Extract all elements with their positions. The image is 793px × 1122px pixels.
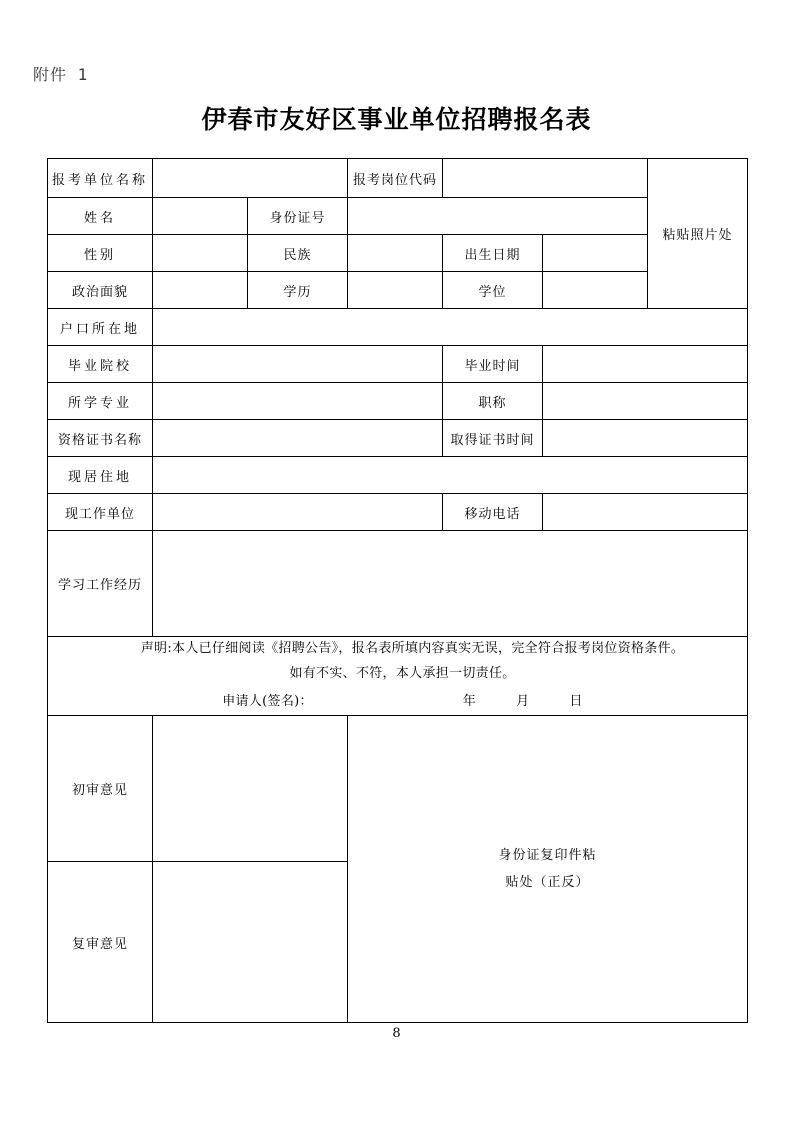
page-title: 伊春市友好区事业单位招聘报名表 xyxy=(201,105,592,134)
table-row xyxy=(48,383,748,420)
attachment-label: 附件 1 xyxy=(33,65,89,84)
field-graduate-time[interactable] xyxy=(543,346,748,383)
id-copy-line-1: 身份证复印件粘 xyxy=(498,847,597,863)
label-apply-unit-name: 报考单位名称 xyxy=(48,159,153,198)
table-row xyxy=(48,457,748,494)
label-first-review-opinion: 初审意见 xyxy=(48,716,153,862)
signature-day[interactable]: 日 xyxy=(569,694,583,710)
field-certificate-time[interactable] xyxy=(543,420,748,457)
field-first-review-opinion[interactable] xyxy=(153,716,348,862)
label-major: 所学专业 xyxy=(48,383,153,420)
registration-form-table xyxy=(47,158,748,1023)
field-household-location[interactable] xyxy=(153,309,748,346)
photo-paste-area[interactable]: 粘贴照片处 xyxy=(648,159,748,309)
field-current-address[interactable] xyxy=(153,457,748,494)
signature-month[interactable]: 月 xyxy=(516,694,530,710)
label-title-rank: 职称 xyxy=(443,383,543,420)
table-row xyxy=(48,716,748,862)
table-row xyxy=(48,637,748,716)
field-id-number[interactable] xyxy=(348,198,648,235)
field-major[interactable] xyxy=(153,383,443,420)
label-certificate-time: 取得证书时间 xyxy=(443,420,543,457)
label-current-work-unit: 现工作单位 xyxy=(48,494,153,531)
field-apply-unit-name[interactable] xyxy=(153,159,348,198)
table-row xyxy=(48,235,748,272)
field-study-work-experience[interactable] xyxy=(153,531,748,637)
table-row xyxy=(48,272,748,309)
field-title-rank[interactable] xyxy=(543,383,748,420)
field-certificate-name[interactable] xyxy=(153,420,443,457)
label-id-number: 身份证号 xyxy=(248,198,348,235)
label-graduate-time: 毕业时间 xyxy=(443,346,543,383)
label-current-address: 现居住地 xyxy=(48,457,153,494)
declaration-line-2: 如有不实、不符，本人承担一切责任。 xyxy=(289,665,516,681)
label-name: 姓名 xyxy=(48,198,153,235)
label-certificate-name: 资格证书名称 xyxy=(48,420,153,457)
signature-label: 申请人(签名)： xyxy=(222,694,313,710)
field-political-status[interactable] xyxy=(153,272,248,309)
label-second-review-opinion: 复审意见 xyxy=(48,862,153,1023)
field-second-review-opinion[interactable] xyxy=(153,862,348,1023)
field-current-work-unit[interactable] xyxy=(153,494,443,531)
label-mobile-phone: 移动电话 xyxy=(443,494,543,531)
field-graduate-school[interactable] xyxy=(153,346,443,383)
declaration-signature-row xyxy=(52,686,743,715)
field-education[interactable] xyxy=(348,272,443,309)
label-study-work-experience: 学习工作经历 xyxy=(48,531,153,637)
field-apply-post-code[interactable] xyxy=(443,159,648,198)
field-mobile-phone[interactable] xyxy=(543,494,748,531)
table-row xyxy=(48,531,748,637)
signature-year[interactable]: 年 xyxy=(462,694,477,710)
table-row xyxy=(48,159,748,198)
declaration-cell xyxy=(48,637,748,716)
label-birth-date: 出生日期 xyxy=(443,235,543,272)
label-education: 学历 xyxy=(248,272,348,309)
field-name[interactable] xyxy=(153,198,248,235)
table-row xyxy=(48,494,748,531)
id-copy-line-2: 贴处（正反） xyxy=(505,875,590,891)
id-copy-paste-area[interactable] xyxy=(348,716,748,1023)
table-row xyxy=(48,346,748,383)
label-household-location: 户口所在地 xyxy=(48,309,153,346)
label-degree: 学位 xyxy=(443,272,543,309)
field-ethnicity[interactable] xyxy=(348,235,443,272)
field-birth-date[interactable] xyxy=(543,235,648,272)
page-number: 8 xyxy=(392,1026,401,1041)
label-graduate-school: 毕业院校 xyxy=(48,346,153,383)
field-degree[interactable] xyxy=(543,272,648,309)
label-political-status: 政治面貌 xyxy=(48,272,153,309)
label-ethnicity: 民族 xyxy=(248,235,348,272)
table-row xyxy=(48,198,748,235)
label-gender: 性别 xyxy=(48,235,153,272)
table-row xyxy=(48,309,748,346)
declaration-line-1: 声明:本人已仔细阅读《招聘公告》，报名表所填内容真实无误，完全符合报考岗位资格条件。 xyxy=(140,641,685,656)
table-row xyxy=(48,420,748,457)
field-gender[interactable] xyxy=(153,235,248,272)
label-apply-post-code: 报考岗位代码 xyxy=(348,159,443,198)
